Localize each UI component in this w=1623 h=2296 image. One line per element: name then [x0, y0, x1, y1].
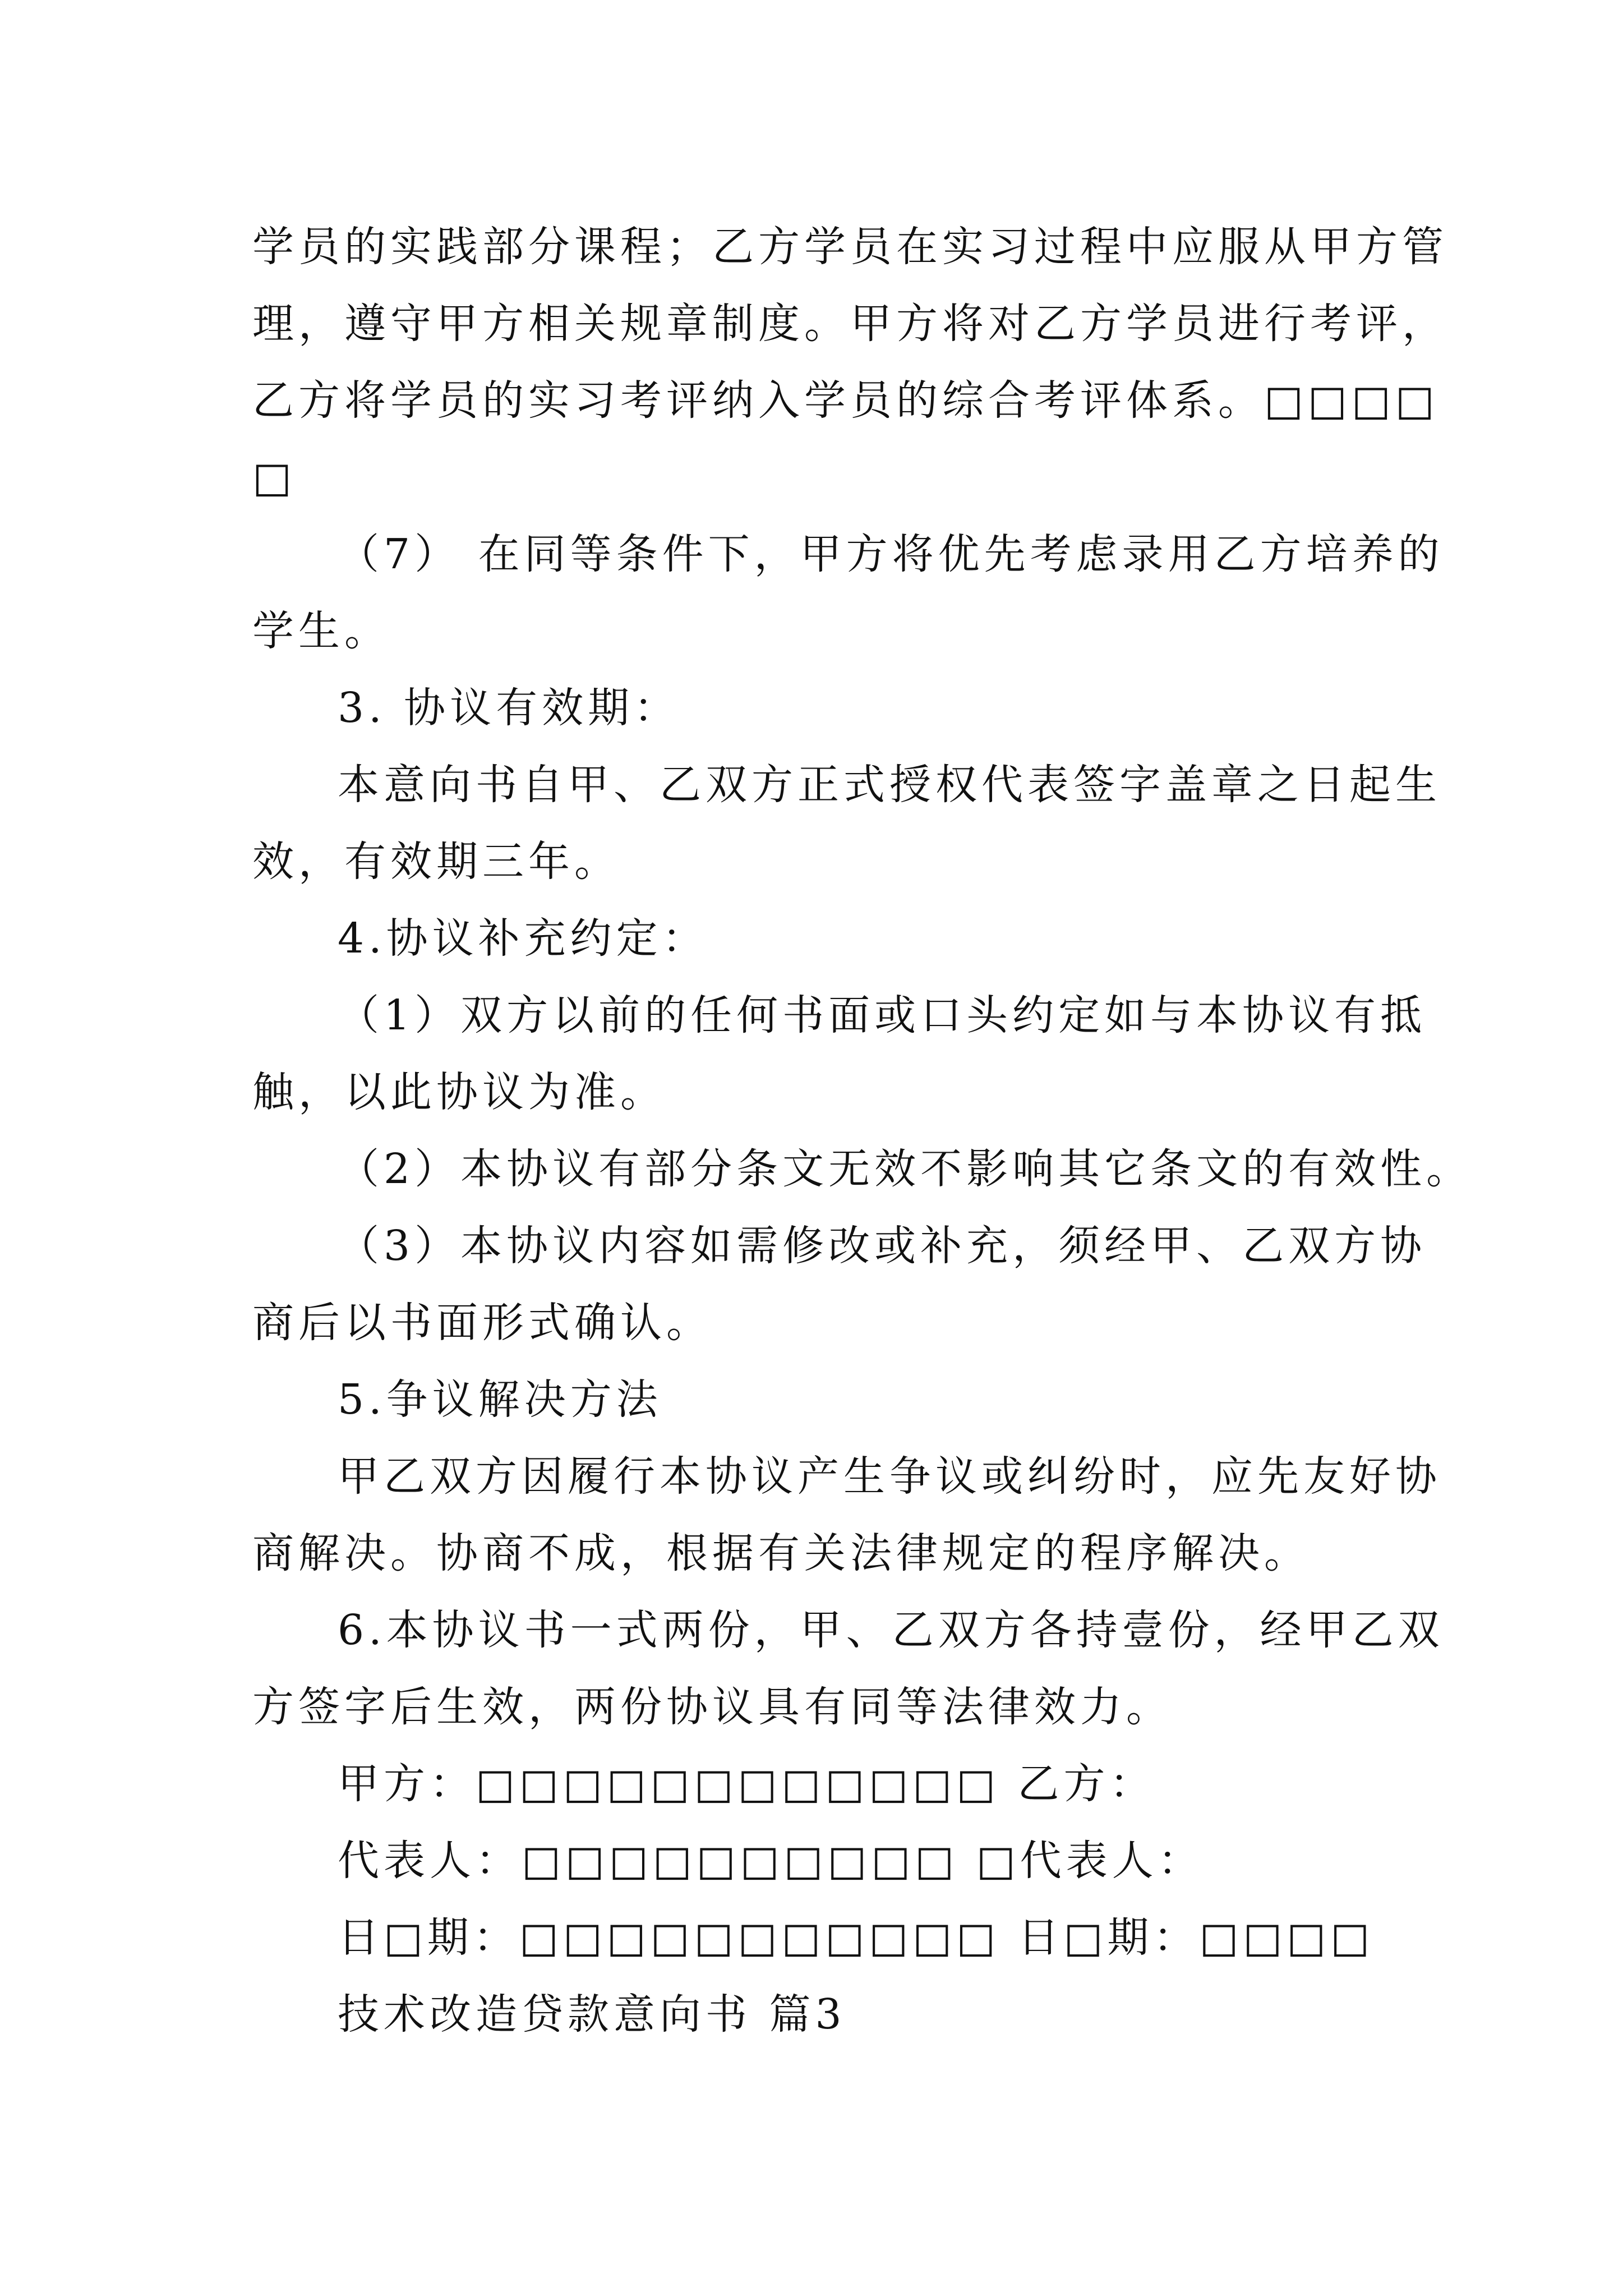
text-line: 学生。 — [252, 607, 390, 655]
text-line: （2）本协议有部分条文无效不影响其它条文的有效性。 — [338, 1145, 1473, 1193]
text-line: 效，有效期三年。 — [252, 838, 620, 886]
document-body — [252, 209, 1473, 2053]
text-line: 学员的实践部分课程；乙方学员在实习过程中应服从甲方管 — [252, 223, 1448, 271]
text-line: 5.争议解决方法 — [338, 1375, 662, 1424]
text-line: 方签字后生效，两份协议具有同等法律效力。 — [252, 1683, 1172, 1731]
text-line: （3）本协议内容如需修改或补充，须经甲、乙双方协 — [338, 1222, 1427, 1270]
text-line: 4.协议补充约定： — [338, 914, 708, 963]
text-line: （7） 在同等条件下，甲方将优先考虑录用乙方培养的 — [338, 530, 1444, 578]
text-line: 乙方将学员的实习考评纳入学员的综合考评体系。□□□□ — [252, 376, 1439, 425]
text-line: 日□期：□□□□□□□□□□□ 日□期：□□□□ — [338, 1913, 1375, 1962]
text-line: □ — [252, 453, 296, 501]
text-line: 技术改造贷款意向书 篇3 — [338, 1990, 846, 2039]
text-line: 商解决。协商不成，根据有关法律规定的程序解决。 — [252, 1529, 1310, 1577]
text-line: 触，以此协议为准。 — [252, 1068, 666, 1116]
text-line: 甲乙双方因履行本协议产生争议或纠纷时，应先友好协 — [338, 1452, 1441, 1501]
text-line: 3. 协议有效期： — [338, 684, 680, 732]
text-line: 商后以书面形式确认。 — [252, 1299, 712, 1347]
text-line: （1）双方以前的任何书面或口头约定如与本协议有抵 — [338, 991, 1427, 1039]
text-line: 代表人：□□□□□□□□□□ □代表人： — [338, 1837, 1204, 1885]
text-line: 6.本协议书一式两份，甲、乙双方各持壹份，经甲乙双 — [338, 1606, 1444, 1654]
text-line: 甲方：□□□□□□□□□□□□ 乙方： — [338, 1760, 1156, 1808]
text-line: 理，遵守甲方相关规章制度。甲方将对乙方学员进行考评， — [252, 300, 1448, 348]
text-line: 本意向书自甲、乙双方正式授权代表签字盖章之日起生 — [338, 761, 1441, 809]
